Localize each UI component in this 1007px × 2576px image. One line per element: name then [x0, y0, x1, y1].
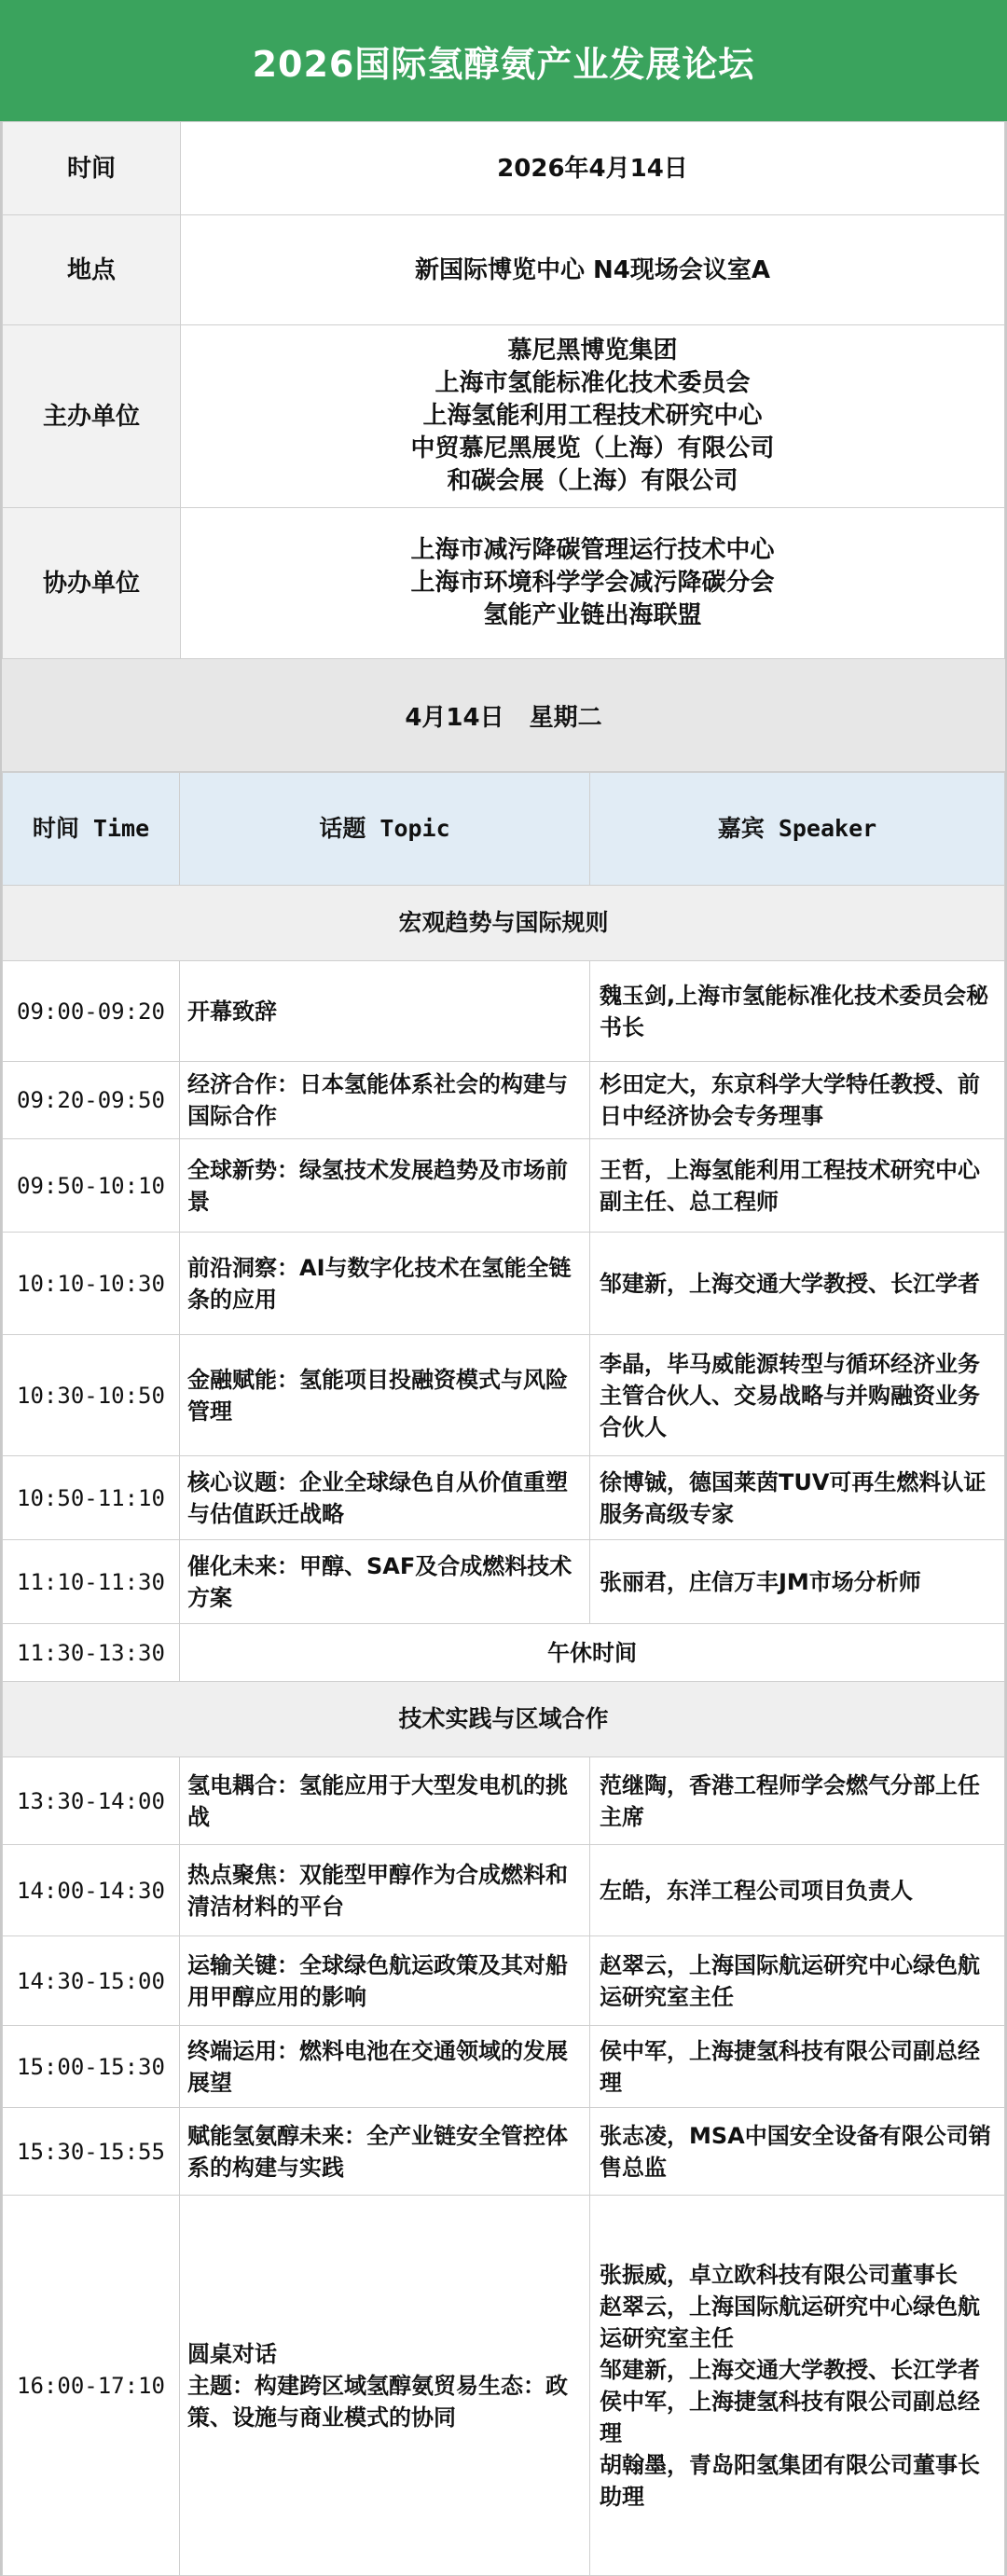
session-topic: 赋能氢氨醇未来：全产业链安全管控体系的构建与实践: [180, 2108, 590, 2196]
session-speaker: 侯中军，上海捷氢科技有限公司副总经理: [590, 2026, 1005, 2108]
session-time: 15:00-15:30: [3, 2026, 180, 2108]
session-time: 15:30-15:55: [3, 2108, 180, 2196]
session-topic: 催化未来：甲醇、SAF及合成燃料技术方案: [180, 1540, 590, 1624]
place-label: 地点: [3, 215, 181, 325]
session-topic: 全球新势：绿氢技术发展趋势及市场前景: [180, 1139, 590, 1233]
session-speaker: 赵翠云，上海国际航运研究中心绿色航运研究室主任: [590, 1936, 1005, 2026]
session-speaker: 左皓，东洋工程公司项目负责人: [590, 1845, 1005, 1936]
roundtable-time: 16:00-17:10: [3, 2196, 180, 2576]
roundtable-row: [3, 2196, 1005, 2576]
section-header: [3, 886, 1005, 961]
co-host-item: 氢能产业链出海联盟: [483, 601, 702, 629]
info-row-cohosts: [3, 508, 1005, 659]
roundtable-speaker: 赵翠云，上海国际航运研究中心绿色航运研究室主任: [600, 2293, 980, 2351]
place-value: 新国际博览中心 N4现场会议室A: [181, 215, 1005, 325]
schedule-row: [3, 1845, 1005, 1936]
info-row-place: [3, 215, 1005, 325]
section-title: 宏观趋势与国际规则: [3, 886, 1005, 961]
host-label: 主办单位: [3, 325, 181, 508]
info-row-hosts: [3, 325, 1005, 508]
schedule-row: [3, 1456, 1005, 1540]
session-speaker: 王哲，上海氢能利用工程技术研究中心副主任、总工程师: [590, 1139, 1005, 1233]
roundtable-title: 圆桌对话: [187, 2340, 277, 2367]
roundtable-topic: [180, 2196, 590, 2576]
day-header: 4月14日 星期二: [2, 659, 1005, 772]
session-topic: 核心议题：企业全球绿色自从价值重塑与估值跃迁战略: [180, 1456, 590, 1540]
session-time: 10:30-10:50: [3, 1335, 180, 1456]
session-time: 11:10-11:30: [3, 1540, 180, 1624]
host-item: 慕尼黑博览集团: [507, 337, 678, 365]
host-item: 上海市氢能标准化技术委员会: [435, 369, 751, 397]
schedule-row: [3, 1540, 1005, 1624]
lunch-row: [3, 1624, 1005, 1682]
schedule-row: [3, 2026, 1005, 2108]
column-header-time: 时间 Time: [3, 773, 180, 886]
time-value: 2026年4月14日: [181, 122, 1005, 215]
forum-info-panel: [0, 121, 1007, 2576]
section-header: [3, 1682, 1005, 1757]
session-speaker: 徐博铖，德国莱茵TUV可再生燃料认证服务高级专家: [590, 1456, 1005, 1540]
time-label: 时间: [3, 122, 181, 215]
schedule-row: [3, 1062, 1005, 1139]
roundtable-speaker: 邹建新，上海交通大学教授、长江学者: [600, 2356, 980, 2383]
schedule-row: [3, 1233, 1005, 1335]
schedule-row: [3, 1757, 1005, 1845]
session-speaker: 邹建新，上海交通大学教授、长江学者: [590, 1233, 1005, 1335]
session-topic: 金融赋能：氢能项目投融资模式与风险管理: [180, 1335, 590, 1456]
session-time: 14:00-14:30: [3, 1845, 180, 1936]
section-title: 技术实践与区域合作: [3, 1682, 1005, 1757]
session-speaker: 张志凌，MSA中国安全设备有限公司销售总监: [590, 2108, 1005, 2196]
co-host-list: [181, 508, 1005, 659]
page-title: 2026国际氢醇氨产业发展论坛: [0, 0, 1007, 121]
session-topic: 运输关键：全球绿色航运政策及其对船用甲醇应用的影响: [180, 1936, 590, 2026]
session-time: 14:30-15:00: [3, 1936, 180, 2026]
column-header-speaker: 嘉宾 Speaker: [590, 773, 1005, 886]
schedule-row: [3, 1335, 1005, 1456]
session-time: 13:30-14:00: [3, 1757, 180, 1845]
info-table: [2, 121, 1005, 659]
schedule-row: [3, 2108, 1005, 2196]
session-speaker: 范继陶，香港工程师学会燃气分部上任主席: [590, 1757, 1005, 1845]
column-header-topic: 话题 Topic: [180, 773, 590, 886]
session-time: 09:50-10:10: [3, 1139, 180, 1233]
lunch-label: 午休时间: [180, 1624, 1005, 1682]
co-host-label: 协办单位: [3, 508, 181, 659]
session-topic: 热点聚焦：双能型甲醇作为合成燃料和清洁材料的平台: [180, 1845, 590, 1936]
schedule-row: [3, 1139, 1005, 1233]
roundtable-subtitle: 主题：构建跨区域氢醇氨贸易生态：政策、设施与商业模式的协同: [187, 2372, 568, 2431]
host-list: [181, 325, 1005, 508]
session-topic: 经济合作：日本氢能体系社会的构建与国际合作: [180, 1062, 590, 1139]
co-host-item: 上海市环境科学学会减污降碳分会: [410, 569, 775, 597]
schedule-row: [3, 961, 1005, 1062]
roundtable-speaker: 胡翰墨，青岛阳氢集团有限公司董事长助理: [600, 2451, 980, 2510]
session-time: 10:10-10:30: [3, 1233, 180, 1335]
column-header-row: [3, 773, 1005, 886]
session-speaker: 张丽君，庄信万丰JM市场分析师: [590, 1540, 1005, 1624]
schedule-table: [2, 772, 1005, 2576]
schedule-row: [3, 1936, 1005, 2026]
roundtable-speaker: 侯中军，上海捷氢科技有限公司副总经理: [600, 2388, 980, 2446]
session-topic: 前沿洞察：AI与数字化技术在氢能全链条的应用: [180, 1233, 590, 1335]
session-speaker: 李晶，毕马威能源转型与循环经济业务主管合伙人、交易战略与并购融资业务合伙人: [590, 1335, 1005, 1456]
roundtable-speaker: 张振威，卓立欧科技有限公司董事长: [600, 2261, 958, 2288]
co-host-item: 上海市减污降碳管理运行技术中心: [410, 536, 775, 564]
session-topic: 氢电耦合：氢能应用于大型发电机的挑战: [180, 1757, 590, 1845]
session-time: 09:00-09:20: [3, 961, 180, 1062]
host-item: 和碳会展（上海）有限公司: [447, 467, 738, 495]
info-row-time: [3, 122, 1005, 215]
session-speaker: 杉田定大，东京科学大学特任教授、前日中经济协会专务理事: [590, 1062, 1005, 1139]
session-topic: 开幕致辞: [180, 961, 590, 1062]
host-item: 中贸慕尼黑展览（上海）有限公司: [410, 434, 775, 462]
session-topic: 终端运用：燃料电池在交通领域的发展展望: [180, 2026, 590, 2108]
session-time: 09:20-09:50: [3, 1062, 180, 1139]
host-item: 上海氢能利用工程技术研究中心: [422, 402, 763, 430]
lunch-time: 11:30-13:30: [3, 1624, 180, 1682]
session-speaker: 魏玉剑,上海市氢能标准化技术委员会秘书长: [590, 961, 1005, 1062]
roundtable-speakers: [590, 2196, 1005, 2576]
session-time: 10:50-11:10: [3, 1456, 180, 1540]
